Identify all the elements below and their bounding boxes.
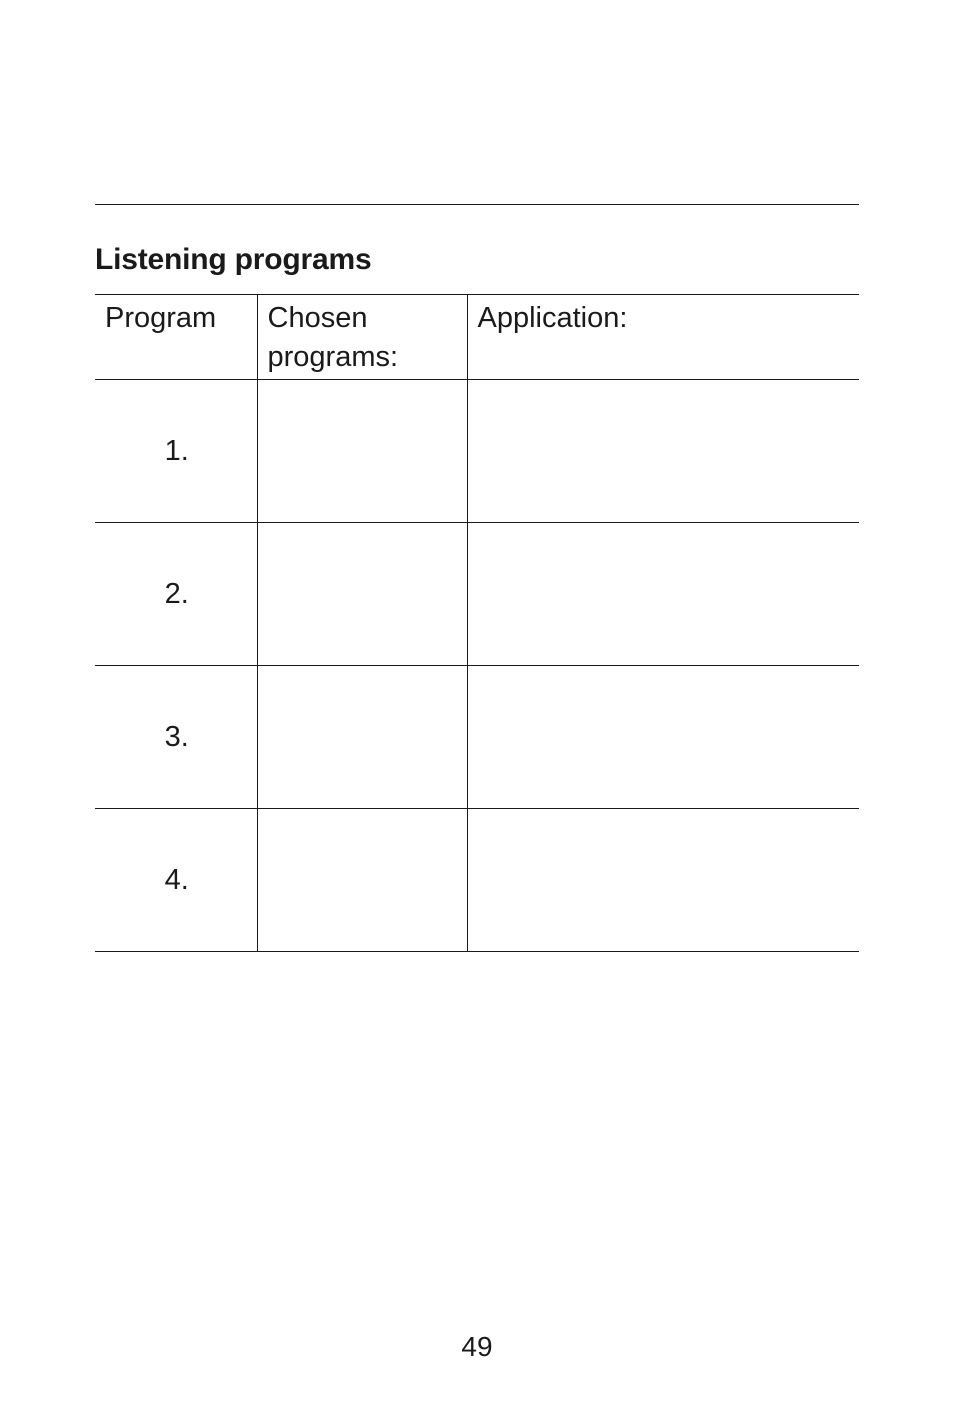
top-divider	[95, 204, 859, 205]
program-number-cell: 3.	[95, 666, 257, 809]
column-header-chosen-programs: Chosen programs:	[257, 295, 467, 380]
chosen-program-cell[interactable]	[257, 380, 467, 523]
application-cell[interactable]	[467, 666, 859, 809]
chosen-program-cell[interactable]	[257, 666, 467, 809]
table-row	[95, 666, 859, 809]
application-cell[interactable]	[467, 523, 859, 666]
program-number-cell: 4.	[95, 809, 257, 952]
column-header-program: Program	[95, 295, 257, 380]
program-number-cell: 2.	[95, 523, 257, 666]
column-header-application: Application:	[467, 295, 859, 380]
listening-programs-table	[95, 294, 859, 952]
application-cell[interactable]	[467, 809, 859, 952]
section-title: Listening programs	[95, 243, 372, 276]
application-cell[interactable]	[467, 380, 859, 523]
program-number-cell: 1.	[95, 380, 257, 523]
chosen-program-cell[interactable]	[257, 523, 467, 666]
table-row	[95, 523, 859, 666]
table-header-row	[95, 295, 859, 380]
chosen-program-cell[interactable]	[257, 809, 467, 952]
table-row	[95, 809, 859, 952]
table-row	[95, 380, 859, 523]
page-number: 49	[461, 1331, 493, 1362]
